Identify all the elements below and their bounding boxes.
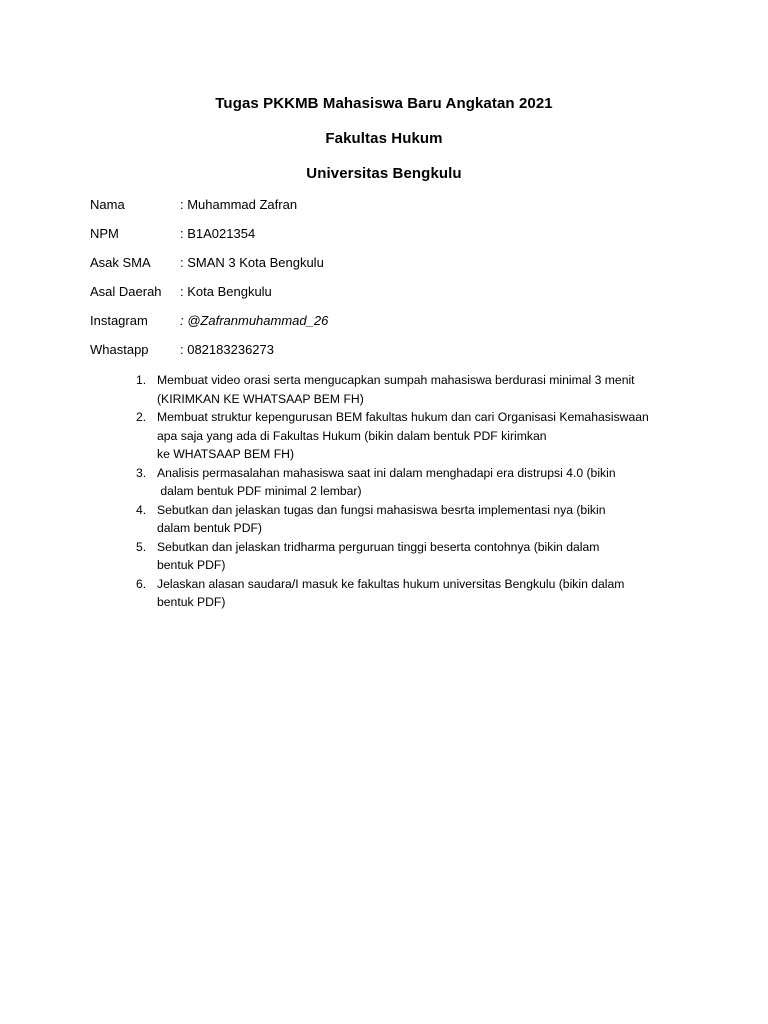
task-line: Sebutkan dan jelaskan tugas dan fungsi mahasiswa besrta implementasi nya (bikin	[157, 502, 606, 517]
task-text	[157, 575, 670, 612]
task-number: 1.	[136, 373, 147, 387]
info-row-whatsapp	[90, 341, 650, 370]
task-number: 3.	[136, 465, 147, 480]
faculty-title: Fakultas Hukum	[325, 130, 443, 147]
task-line: bentuk PDF)	[157, 558, 226, 572]
task-item	[130, 464, 670, 501]
task-line: Sebutkan dan jelaskan tridharma perguruan tinggi beserta contohnya (bikin dalam	[157, 539, 600, 554]
task-number: 5.	[136, 539, 147, 554]
info-value: : B1A021354	[180, 226, 256, 241]
task-line: Jelaskan alasan saudara/I masuk ke fakultas hukum universitas Bengkulu (bikin dalam	[157, 576, 625, 591]
info-row-instagram	[90, 312, 650, 341]
info-row-npm	[90, 225, 650, 254]
info-value: : @Zafranmuhammad_26	[180, 313, 329, 328]
task-text	[157, 371, 670, 408]
task-line: bentuk PDF)	[157, 595, 226, 609]
info-value: : 082183236273	[180, 342, 274, 357]
task-number: 4.	[136, 502, 147, 517]
task-line: Membuat video orasi serta mengucapkan sumpah mahasiswa berdurasi minimal 3 menit	[157, 373, 635, 387]
task-item	[130, 538, 670, 575]
task-text	[157, 538, 670, 575]
task-line: apa saja yang ada di Fakultas Hukum (bikin dalam bentuk PDF kirimkan	[157, 428, 547, 443]
student-info	[90, 196, 650, 370]
task-item	[130, 408, 670, 464]
task-item	[130, 501, 670, 538]
info-label: Asal Daerah	[90, 284, 162, 299]
info-value: : Kota Bengkulu	[180, 284, 272, 299]
task-line: dalam bentuk PDF minimal 2 lembar)	[157, 484, 362, 498]
task-line: Analisis permasalahan mahasiswa saat ini dalam menghadapi era distrupsi 4.0 (bikin	[157, 465, 616, 480]
task-text	[157, 464, 670, 501]
task-item	[130, 575, 670, 612]
task-text	[157, 408, 670, 464]
info-label: Instagram	[90, 313, 148, 328]
task-number: 6.	[136, 576, 147, 591]
document-title: Tugas PKKMB Mahasiswa Baru Angkatan 2021	[215, 95, 553, 112]
info-row-nama	[90, 196, 650, 225]
info-label: Whastapp	[90, 342, 149, 357]
info-value: : Muhammad Zafran	[180, 197, 298, 212]
task-list	[130, 371, 670, 612]
info-value: : SMAN 3 Kota Bengkulu	[180, 255, 324, 270]
info-label: Asak SMA	[90, 255, 151, 270]
info-label: Nama	[90, 197, 125, 212]
task-line: Membuat struktur kepengurusan BEM fakultas hukum dan cari Organisasi Kemahasiswaan	[157, 410, 649, 424]
task-number: 2.	[136, 410, 147, 424]
task-line: dalam bentuk PDF)	[157, 521, 262, 535]
task-line: (KIRIMKAN KE WHATSAAP BEM FH)	[157, 391, 364, 406]
task-line: ke WHATSAAP BEM FH)	[157, 447, 295, 461]
info-row-daerah	[90, 283, 650, 312]
university-title: Universitas Bengkulu	[306, 165, 462, 182]
info-label: NPM	[90, 226, 119, 241]
task-item	[130, 371, 670, 408]
info-row-sma	[90, 254, 650, 283]
task-text	[157, 501, 670, 538]
